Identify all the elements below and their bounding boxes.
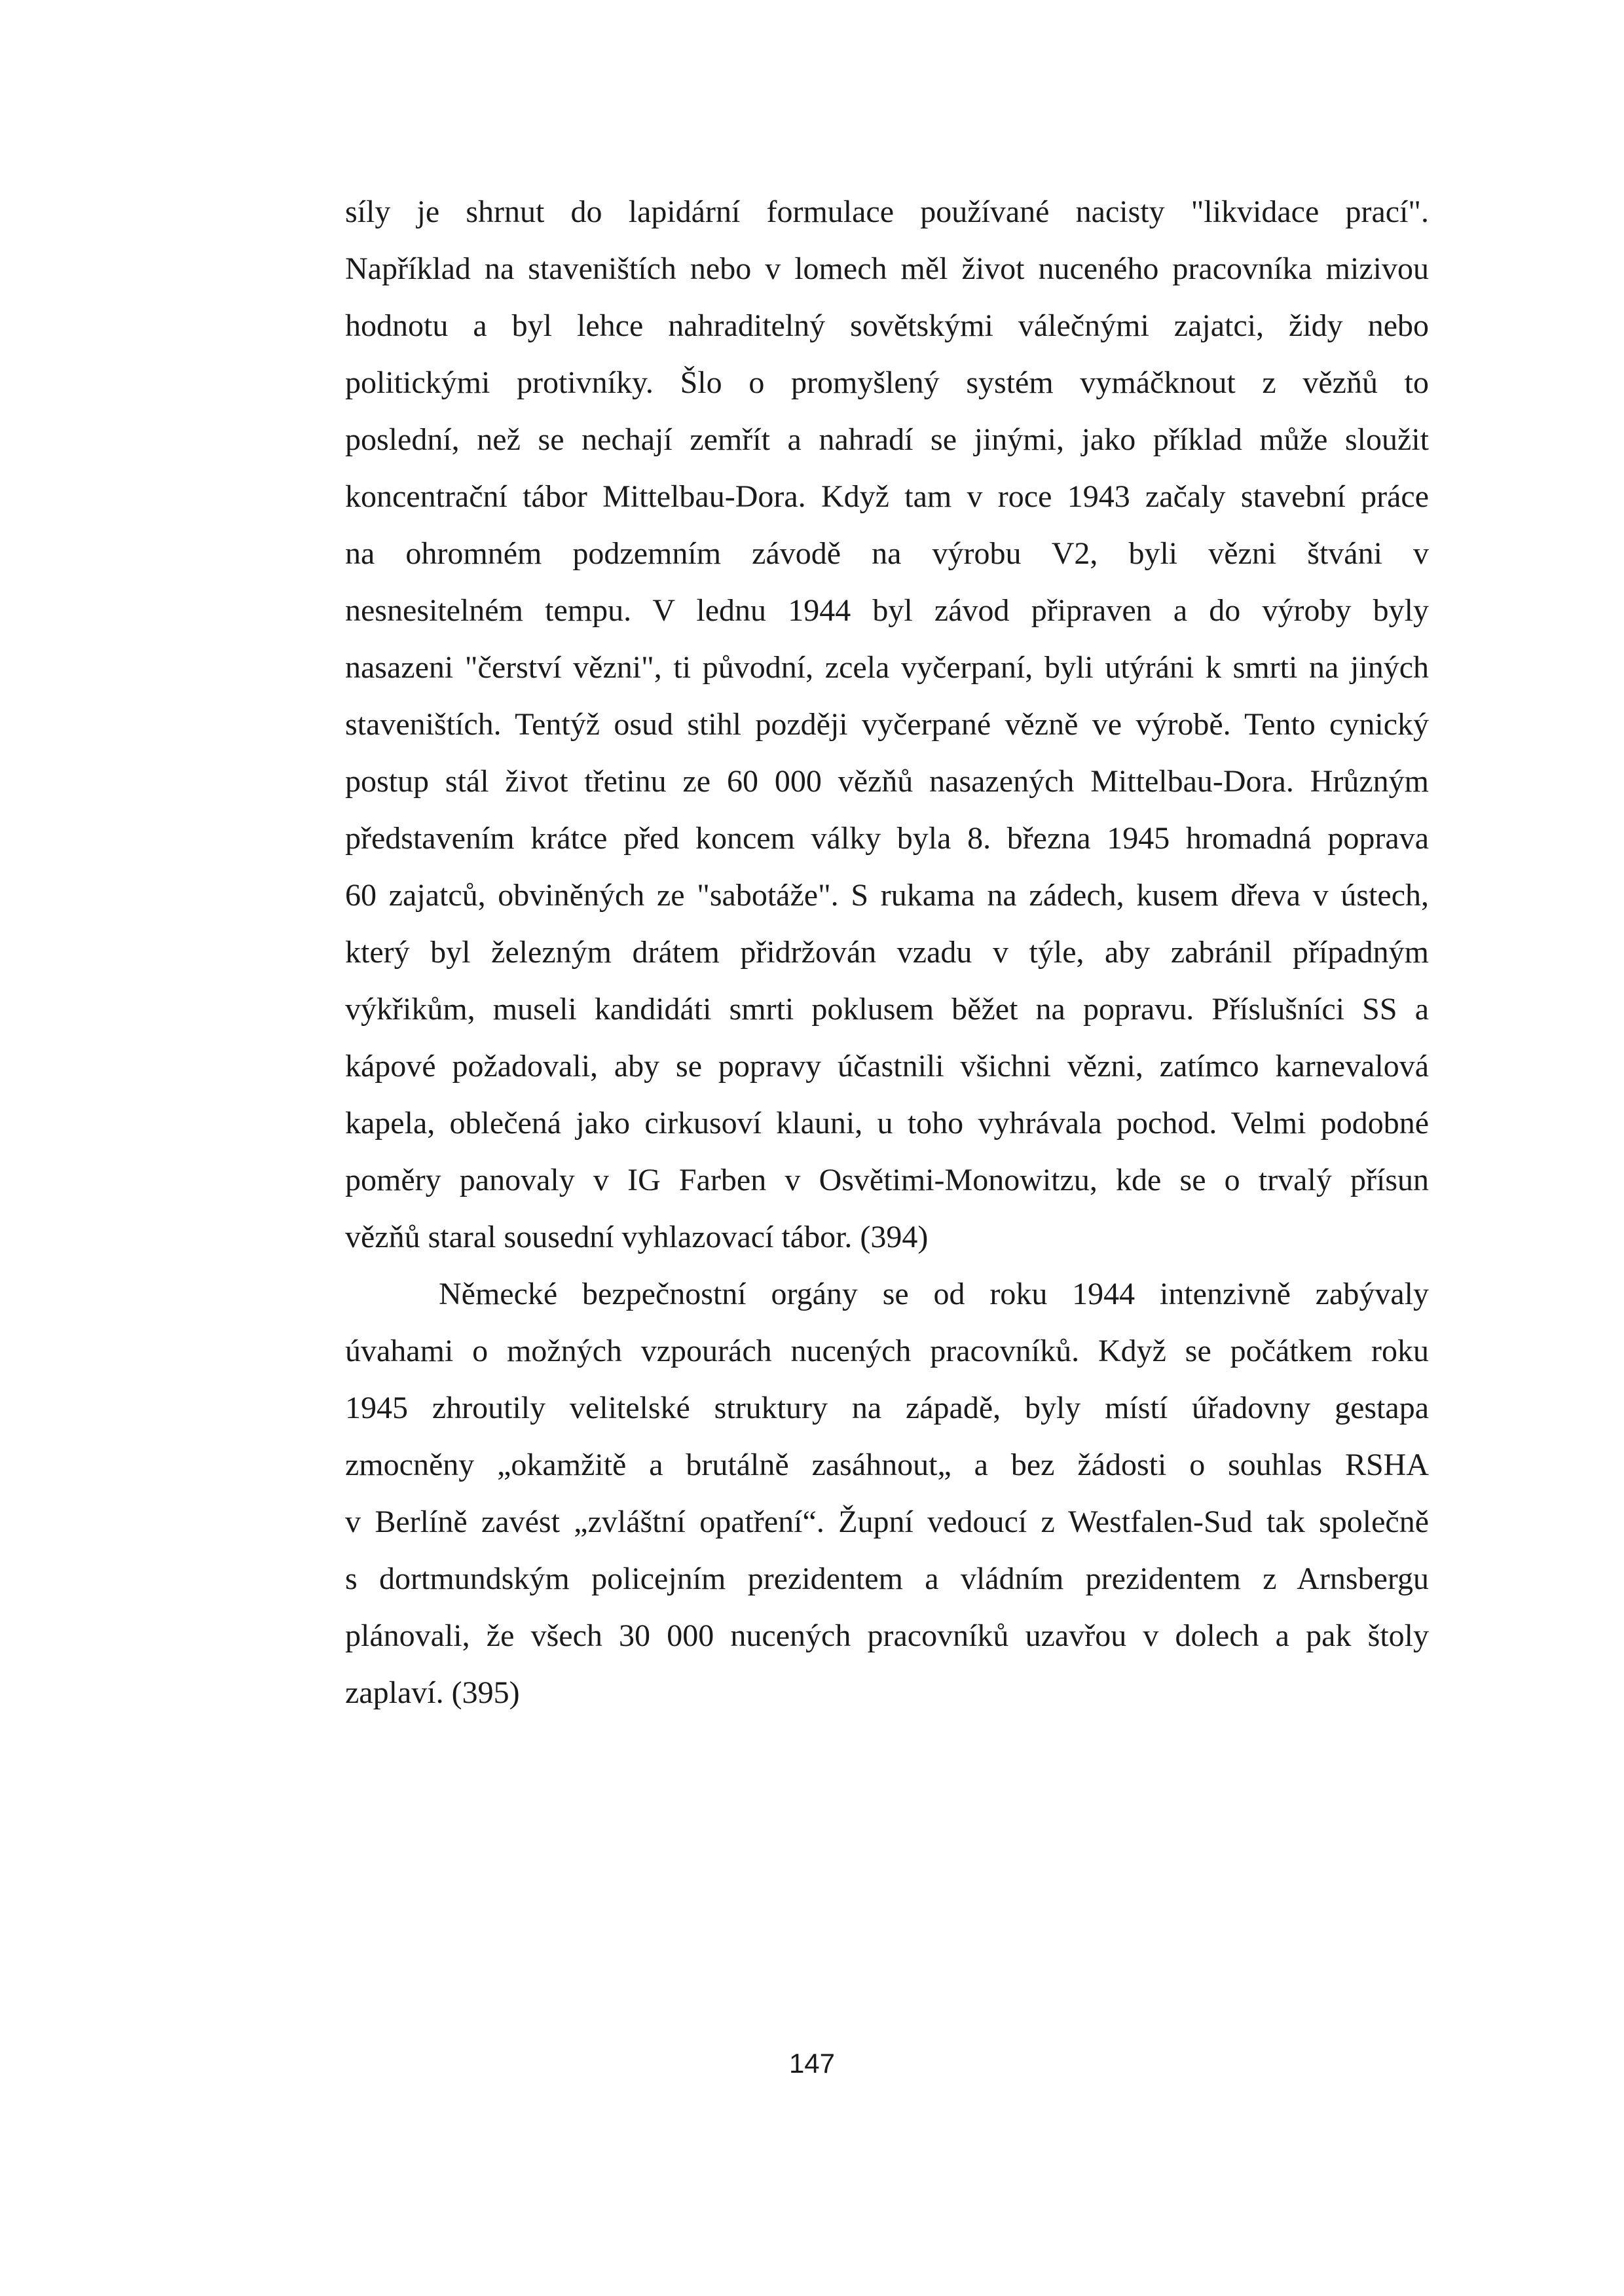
text-line: poměry panovaly v IG Farben v Osvětimi-Monowitzu, kde se o trvalý přísun <box>345 1163 1429 1197</box>
text-line: nasazeni "čerství vězni", ti původní, zcela vyčerpaní, byli utýráni k smrti na jiných <box>345 650 1429 685</box>
text-line: na ohromném podzemním závodě na výrobu V2, byli vězni štváni v <box>345 536 1429 571</box>
text-line: koncentrační tábor Mittelbau-Dora. Když tam v roce 1943 začaly stavební práce <box>345 479 1429 514</box>
text-line: Německé bezpečnostní orgány se od roku 1944 intenzivně zabývaly <box>439 1277 1429 1311</box>
body-text <box>345 183 1429 1721</box>
paragraph-1 <box>345 183 1429 1266</box>
text-line: kápové požadovali, aby se popravy účastnili všichni vězni, zatímco karnevalová <box>345 1049 1429 1084</box>
text-line: hodnotu a byl lehce nahraditelný sovětskými válečnými zajatci, židy nebo <box>345 308 1429 343</box>
text-line: 60 zajatců, obviněných ze "sabotáže". S rukama na zádech, kusem dřeva v ústech, <box>345 878 1429 913</box>
text-line: staveništích. Tentýž osud stihl později vyčerpané vězně ve výrobě. Tento cynický <box>345 707 1429 742</box>
text-line: v Berlíně zavést „zvláštní opatření“. Župní vedoucí z Westfalen-Sud tak společně <box>345 1504 1429 1539</box>
text-line: kapela, oblečená jako cirkusoví klauni, u toho vyhrávala pochod. Velmi podobné <box>345 1106 1429 1140</box>
paragraph-2 <box>345 1266 1429 1721</box>
text-line: zmocněny „okamžitě a brutálně zasáhnout„ a bez žádosti o souhlas RSHA <box>345 1448 1429 1482</box>
text-line: zaplaví. (395) <box>345 1675 520 1710</box>
text-line: představením krátce před koncem války byla 8. března 1945 hromadná poprava <box>345 821 1429 856</box>
text-line: vězňů staral sousední vyhlazovací tábor. (394) <box>345 1220 929 1254</box>
text-line: s dortmundským policejním prezidentem a vládním prezidentem z Arnsbergu <box>345 1561 1429 1596</box>
text-line: postup stál život třetinu ze 60 000 vězňů nasazených Mittelbau-Dora. Hrůzným <box>345 764 1429 799</box>
text-line: výkřikům, museli kandidáti smrti poklusem běžet na popravu. Příslušníci SS a <box>345 992 1429 1027</box>
page-number: 147 <box>788 2048 836 2079</box>
text-line: 1945 zhroutily velitelské struktury na západě, byly místí úřadovny gestapa <box>345 1391 1429 1425</box>
text-line: síly je shrnut do lapidární formulace používané nacisty "likvidace prací". <box>345 194 1429 229</box>
text-line: úvahami o možných vzpourách nucených pracovníků. Když se počátkem roku <box>345 1334 1429 1368</box>
text-line: poslední, než se nechají zemřít a nahradí se jinými, jako příklad může sloužit <box>345 422 1429 457</box>
text-line: plánovali, že všech 30 000 nucených pracovníků uzavřou v dolech a pak štoly <box>345 1618 1429 1653</box>
text-line: který byl železným drátem přidržován vzadu v týle, aby zabránil případným <box>345 935 1429 970</box>
text-line: nesnesitelném tempu. V lednu 1944 byl závod připraven a do výroby byly <box>345 593 1429 628</box>
text-line: Například na staveništích nebo v lomech měl život nuceného pracovníka mizivou <box>345 251 1429 286</box>
text-line: politickými protivníky. Šlo o promyšlený systém vymáčknout z vězňů to <box>345 365 1429 400</box>
